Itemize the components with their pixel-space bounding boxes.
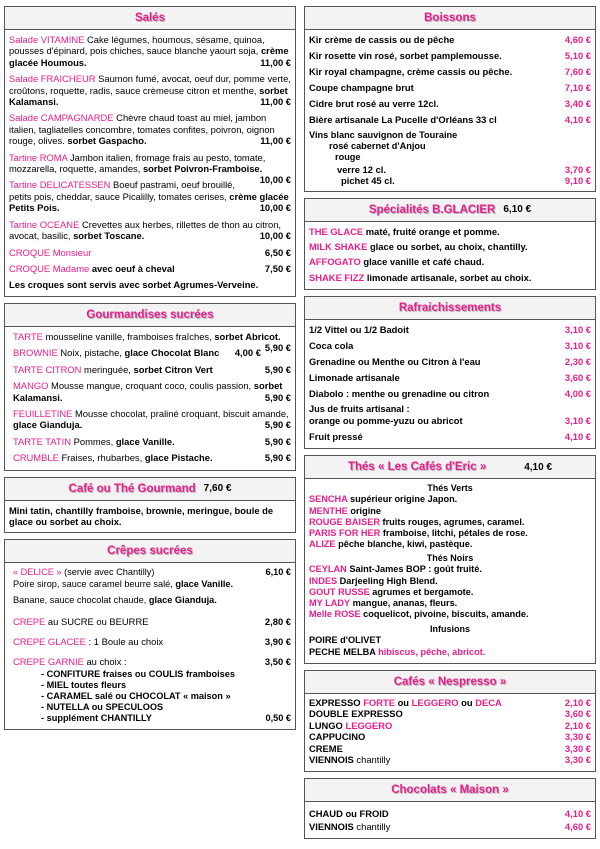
item-desc: Mousse mangue, croquant coco, coulis passion, [48, 380, 254, 392]
section-gourmandises [4, 303, 296, 471]
croque-monsieur [9, 247, 291, 259]
item-name: verre 12 cl. [337, 163, 386, 175]
item-desc: Pommes, [71, 435, 116, 447]
item-desc: meringuée, [81, 363, 134, 375]
item-variant: DECA [475, 696, 502, 708]
chocolate-row [309, 808, 591, 820]
crepe-option: - MIEL toutes fleurs [41, 679, 127, 690]
item-name: ALIZE [309, 539, 336, 550]
sub-title: Thés Verts [427, 483, 473, 494]
item-desc: au SUCRE [45, 615, 97, 627]
item-price: 3,60 € [564, 708, 591, 720]
section-title: Crêpes sucrées [107, 545, 193, 558]
jus-line: Jus de fruits artisanal : [309, 404, 410, 415]
item-sorbet: sorbet Kalamansi. [13, 380, 283, 403]
crepe-delice-line [13, 595, 291, 606]
croque-note [9, 279, 291, 290]
section-thes [304, 455, 596, 663]
item-price: 5,90 € [264, 435, 291, 447]
item-name: FEUILLETINE [13, 407, 73, 419]
item-name: CREPE GLACEE [13, 635, 86, 647]
item-desc: Mousse chocolat, praliné croquant, biscuit amande, [72, 407, 289, 419]
item-variant: LEGGERO [411, 696, 459, 708]
coffee-row [309, 743, 591, 755]
crepe-sucre [13, 616, 291, 628]
drink-row [309, 114, 591, 126]
menu-item [9, 112, 291, 146]
item-desc: Crevettes aux herbes, rillettes de thon au citron, avocat, basilic, [9, 218, 282, 242]
item-name: Limonade artisanale [309, 372, 400, 384]
item-sorbet: crème glacée Houmous. [9, 45, 289, 68]
menu-item [13, 364, 291, 375]
crepe-delice-line [13, 579, 291, 590]
item-name: INDES [309, 575, 338, 586]
section-price: 6,10 € [503, 204, 532, 216]
drink-row [309, 356, 591, 368]
item-name: Tartine OCEANE [9, 218, 80, 230]
crepe-garnie [13, 656, 291, 668]
item-price: 3,50 € [264, 655, 291, 667]
item-name: Tartine DELICATESSEN [9, 179, 111, 191]
section-header [5, 304, 295, 327]
item-price: 7,60 € [564, 66, 591, 77]
item-sorbet: sorbet Abricot. [214, 330, 281, 342]
section-chocolats [304, 778, 596, 839]
item-name: CEYLAN [309, 564, 347, 575]
item-sorbet: sorbet Citron Vert [133, 363, 213, 375]
item-name: Diabolo : menthe ou grenadine ou citron [309, 388, 490, 400]
item-desc: coquelicot, pivoine, biscuits, amande. [360, 609, 529, 620]
section-header [305, 199, 595, 222]
item-variant: LEGGERO [345, 719, 393, 731]
drink-row [309, 388, 591, 400]
menu-item [13, 408, 291, 431]
section-price: 4,10 € [524, 461, 553, 473]
infusion-item: POIRE d'OLIVET [309, 635, 382, 646]
infusion-item [309, 647, 591, 658]
item-name: CROQUE Monsieur [9, 246, 92, 258]
item-name: DOUBLE EXPRESSO [309, 708, 403, 720]
item-name: PECHE MELBA [309, 646, 376, 657]
cafe-gourmand-desc: Mini tatin, chantilly framboise, brownie, meringue, boule de glace ou sorbet au choix. [9, 504, 274, 527]
item-price: 6,50 € [264, 246, 291, 258]
item-desc: Banane, sauce chocolat chaude, [13, 594, 149, 605]
section-title: Thés « Les Cafés d'Eric » [347, 461, 487, 474]
item-name: Salade FRAICHEUR [9, 73, 96, 85]
section-header [5, 478, 295, 501]
menu-item [309, 226, 591, 237]
item-price: 3,10 € [564, 415, 591, 427]
item-price: 4,00 € [234, 347, 261, 359]
right-column [304, 6, 596, 845]
item-price: 4,10 € [564, 807, 591, 819]
item-price: 4,10 € [564, 431, 591, 443]
drink-row [309, 324, 591, 336]
item-name: VIENNOIS [309, 754, 354, 766]
crepe-option: - NUTELLA ou SPECULOOS [41, 701, 164, 712]
item-price: 2,10 € [564, 696, 591, 708]
item-name: orange ou pomme-yuzu ou abricot [309, 415, 463, 427]
section-title: Gourmandises sucrées [86, 308, 214, 321]
item-name: Cidre brut rosé au verre 12cl. [309, 98, 439, 109]
item-price: 0,50 € [265, 712, 291, 723]
item-name: VIENNOIS [309, 820, 354, 832]
item-price: 11,00 € [260, 56, 291, 68]
item-sep: ou [394, 696, 412, 708]
item-name: Melle ROSE [309, 609, 361, 620]
item-desc: limonade artisanale, sorbet au choix. [364, 271, 532, 283]
menu-item [309, 272, 591, 283]
tea-item [309, 587, 591, 598]
crepe-option: - CONFITURE fraises ou COULIS framboises [41, 668, 235, 679]
section-title: Salés [134, 12, 166, 24]
item-name: Kir royal champagne, crème cassis ou pêche. [309, 66, 513, 77]
item-price: 3,90 € [264, 635, 291, 647]
item-price: 2,80 € [264, 615, 291, 627]
section-header [305, 456, 595, 479]
item-desc: chantilly [353, 820, 391, 832]
item-price: 3,70 € [564, 163, 591, 175]
tea-item [309, 576, 591, 587]
item-name: pichet 45 cl. [341, 174, 395, 186]
tea-item [309, 506, 591, 517]
menu-item [13, 452, 291, 463]
drink-row [309, 50, 591, 62]
menu-item [9, 73, 291, 107]
menu-item [309, 256, 591, 267]
item-sorbet: glace Vanille. [115, 435, 175, 447]
item-name: ROUGE BAISER [309, 516, 380, 527]
section-header [5, 7, 295, 30]
item-sorbet: glace Chocolat Blanc [124, 347, 220, 359]
item-price: 10,00 € [259, 174, 291, 186]
item-price: 5,10 € [564, 50, 591, 61]
item-price: 4,10 € [564, 114, 591, 125]
section-nespresso [304, 670, 596, 772]
item-price: 5,90 € [264, 419, 291, 431]
vin-verre [309, 164, 591, 175]
tea-item [309, 539, 591, 550]
item-sep: ou [458, 696, 476, 708]
item-name: MY LADY [309, 598, 351, 609]
item-desc: glace ou sorbet, au choix, chantilly. [367, 241, 528, 253]
item-desc: maté, fruité orange et pomme. [363, 225, 500, 237]
item-desc: mousseline vanille, framboises fraîches, [42, 330, 215, 342]
fruit-row [309, 431, 591, 443]
item-price: 7,10 € [564, 82, 591, 93]
jus-row [309, 415, 591, 427]
tea-item [309, 494, 591, 505]
item-name: LUNGO [309, 719, 346, 731]
item-sorbet: sorbet Kalamansi. [9, 84, 288, 108]
item-name: CROQUE Madame [9, 262, 90, 274]
vins-line: rosé cabernet d'Anjou [329, 141, 426, 152]
vins-line: rouge [335, 152, 361, 163]
option-text: - supplément CHANTILLY [41, 712, 152, 723]
coffee-row [309, 754, 591, 766]
chocolate-row [309, 821, 591, 833]
item-sorbet: glace Pistache. [144, 452, 213, 464]
item-price: 7,50 € [264, 262, 291, 274]
section-title: Boissons [424, 12, 476, 24]
item-name: MENTHE [309, 505, 348, 516]
section-title: Rafraichissements [398, 302, 502, 315]
item-price: 5,90 € [264, 452, 291, 464]
item-name: CREME [309, 742, 343, 754]
section-cafe-gourmand [4, 477, 296, 534]
sub-title: Thés Noirs [426, 553, 474, 564]
item-name: THE GLACE [309, 225, 364, 237]
item-desc: Cake légumes, houmous, sésame, quinoa, pousses d'épinard, pois chiches, sauce blanche yaourt soja, [9, 34, 265, 57]
menu-item [9, 179, 291, 213]
item-price: 10,00 € [259, 202, 291, 214]
note-sorbet: sorbet Agrumes-Verveine. [142, 278, 259, 290]
item-price: 2,10 € [564, 719, 591, 731]
crepe-glacee [13, 636, 291, 648]
item-desc: Fraises, rhubarbes, [58, 452, 145, 464]
item-name: Tartine ROMA [9, 151, 68, 163]
tea-item [309, 598, 591, 609]
item-sorbet: sorbet Gaspacho. [67, 135, 147, 147]
item-desc: Jambon italien, fromage frais au pesto, tomate, mozzarella, roquette, amandes, [9, 151, 266, 175]
item-price: 3,60 € [564, 372, 591, 384]
crepe-option: - CARAMEL salé ou CHOCOLAT « maison » [41, 690, 231, 701]
drink-row [309, 340, 591, 352]
section-title: Cafés « Nespresso » [393, 675, 507, 688]
item-price: 4,00 € [564, 388, 591, 400]
item-name: MANGO [13, 380, 49, 392]
section-title: Chocolats « Maison » [391, 783, 509, 796]
item-price: 5,90 € [264, 342, 291, 354]
item-name: CREPE [13, 615, 46, 627]
item-name: CHAUD ou FROID [309, 807, 389, 819]
item-desc: Poire sirop, sauce caramel beurre salé, [13, 578, 176, 589]
item-desc: Saint-James BOP : goût fruité. [346, 564, 482, 575]
item-price: 6,10 € [265, 567, 291, 578]
menu-item [13, 436, 291, 447]
item-price: 3,10 € [564, 340, 591, 352]
item-desc: Boeuf pastrami, oeuf brouillé, petits pois, cheddar, sauce Picalilly, tomates cerises, [9, 179, 235, 202]
drink-row [309, 34, 591, 46]
drink-row [309, 98, 591, 110]
drink-row [309, 66, 591, 78]
item-desc: pêche blanche, kiwi, pastèque. [335, 539, 473, 550]
section-title: Spécialités B.GLACIER [368, 203, 496, 216]
crepe-option-chantilly [13, 713, 291, 724]
item-name: Kir crème de cassis ou de pêche [309, 34, 455, 45]
section-header [5, 540, 295, 563]
item-desc: ou BEURRE [96, 615, 149, 627]
item-desc: hibiscus, pêche, abricot. [375, 646, 486, 657]
section-sales [4, 6, 296, 297]
section-specialites [304, 198, 596, 291]
left-column [4, 6, 296, 736]
item-price: 4,60 € [564, 820, 591, 832]
vins-line: Vins blanc sauvignon de Touraine [309, 130, 458, 140]
item-price: 3,40 € [564, 98, 591, 109]
item-desc: framboise, litchi, pétales de rose. [380, 528, 528, 539]
menu-item [9, 34, 291, 68]
item-name: « DELICE » [13, 567, 62, 578]
item-name: Grenadine ou Menthe ou Citron à l'eau [309, 356, 481, 368]
menu-item [13, 380, 291, 403]
item-name: PARIS FOR HER [309, 528, 381, 539]
coffee-row [309, 708, 591, 720]
item-name: Salade VITAMINE [9, 34, 85, 45]
item-name: CREPE GARNIE [13, 655, 84, 667]
tea-item [309, 528, 591, 539]
item-price: 4,60 € [564, 34, 591, 45]
item-name: EXPRESSO [309, 696, 364, 708]
item-desc: fruits rouges, agrumes, caramel. [379, 516, 525, 527]
menu-item [13, 347, 291, 358]
item-sorbet: crème glacée Petits Pois. [9, 190, 289, 214]
menu-item [309, 241, 591, 252]
vin-pichet [309, 175, 591, 186]
item-price: 11,00 € [260, 135, 291, 147]
section-boissons [304, 6, 596, 192]
coffee-row [309, 720, 591, 732]
item-name: TARTE CITRON [13, 363, 82, 375]
item-name: 1/2 Vittel ou 1/2 Badoit [309, 324, 409, 336]
item-sorbet: glace Gianduja. [13, 419, 83, 431]
item-extra: avec oeuf à cheval [89, 262, 175, 274]
drink-row [309, 82, 591, 94]
item-name: Kir rosette vin rosé, sorbet pamplemousse. [309, 50, 502, 61]
item-desc: Darjeeling High Blend. [337, 575, 438, 586]
section-header [305, 297, 595, 320]
item-name: Bière artisanale La Pucelle d'Orléans 33 cl [309, 114, 497, 125]
item-note: (servie avec Chantilly) [61, 567, 155, 578]
item-sorbet: sorbet Poivron-Framboise. [142, 163, 263, 175]
crepe-delice [13, 567, 291, 578]
item-desc: chantilly [353, 754, 391, 766]
coffee-row [309, 697, 591, 709]
item-name: CAPPUCINO [309, 731, 366, 743]
item-desc: mangue, ananas, fleurs. [350, 598, 458, 609]
tea-item [309, 564, 591, 575]
item-name: Salade CAMPAGNARDE [9, 112, 114, 124]
tea-item [309, 517, 591, 528]
item-desc: au choix : [83, 655, 127, 667]
item-price: 3,30 € [564, 754, 591, 766]
tea-item [309, 609, 591, 620]
item-desc: supérieur origine Japon. [347, 494, 458, 505]
item-name: BROWNIE [13, 347, 58, 359]
item-desc: : 1 Boule au choix [85, 635, 164, 647]
item-name: MILK SHAKE [309, 241, 368, 253]
item-price: 3,30 € [564, 731, 591, 743]
item-desc: Chèvre chaud toast au miel, jambon italien, tagliatelles concombre, tomates confites, poivron, oignon rouge, olives. [9, 112, 275, 147]
item-name: CRUMBLE [13, 452, 59, 464]
item-name: Coupe champagne brut [309, 82, 414, 93]
item-sorbet: glace Vanille. [175, 578, 234, 589]
item-price: 2,30 € [564, 356, 591, 368]
item-variant: FORTE [363, 696, 395, 708]
item-desc: origine [347, 505, 381, 516]
item-desc: glace vanille et café chaud. [360, 256, 485, 268]
section-header [305, 671, 595, 694]
item-desc: Noix, pistache, [57, 347, 125, 359]
item-name: SHAKE FIZZ [309, 271, 365, 283]
item-desc: Saumon fumé, avocat, oeuf dur, pomme verte, croûtons, roquette, radis, sauce crèmeuse citron et menthe, [9, 73, 291, 96]
coffee-row [309, 731, 591, 743]
item-sorbet: sorbet Toscane. [73, 230, 145, 242]
item-sorbet: glace Gianduja. [148, 594, 217, 605]
item-name: Coca cola [309, 340, 354, 352]
item-name: SENCHA [309, 494, 348, 505]
section-rafraichissements [304, 296, 596, 449]
item-name: Fruit pressé [309, 431, 363, 443]
item-name: TARTE [13, 330, 43, 342]
item-price: 11,00 € [260, 96, 291, 108]
item-name: GOUT RUSSE [309, 586, 370, 597]
drink-row [309, 372, 591, 384]
item-price: 3,30 € [564, 742, 591, 754]
section-header [305, 779, 595, 802]
item-price: 5,90 € [264, 391, 291, 403]
item-price: 10,00 € [259, 230, 291, 242]
item-price: 5,90 € [264, 363, 291, 375]
menu-item [9, 219, 291, 242]
note-text: Les croques sont servis avec [9, 278, 143, 290]
item-name: TARTE TATIN [13, 435, 71, 447]
section-price: 7,60 € [203, 483, 232, 495]
item-name: AFFOGATO [309, 256, 361, 268]
item-price: 3,10 € [564, 324, 591, 336]
item-price: 9,10 € [564, 174, 591, 186]
section-title: Café ou Thé Gourmand [68, 482, 196, 495]
section-crepes [4, 539, 296, 730]
section-header [305, 7, 595, 30]
item-desc: agrumes et bergamote. [369, 586, 474, 597]
sub-title: Infusions [430, 624, 470, 635]
croque-madame [9, 263, 291, 275]
